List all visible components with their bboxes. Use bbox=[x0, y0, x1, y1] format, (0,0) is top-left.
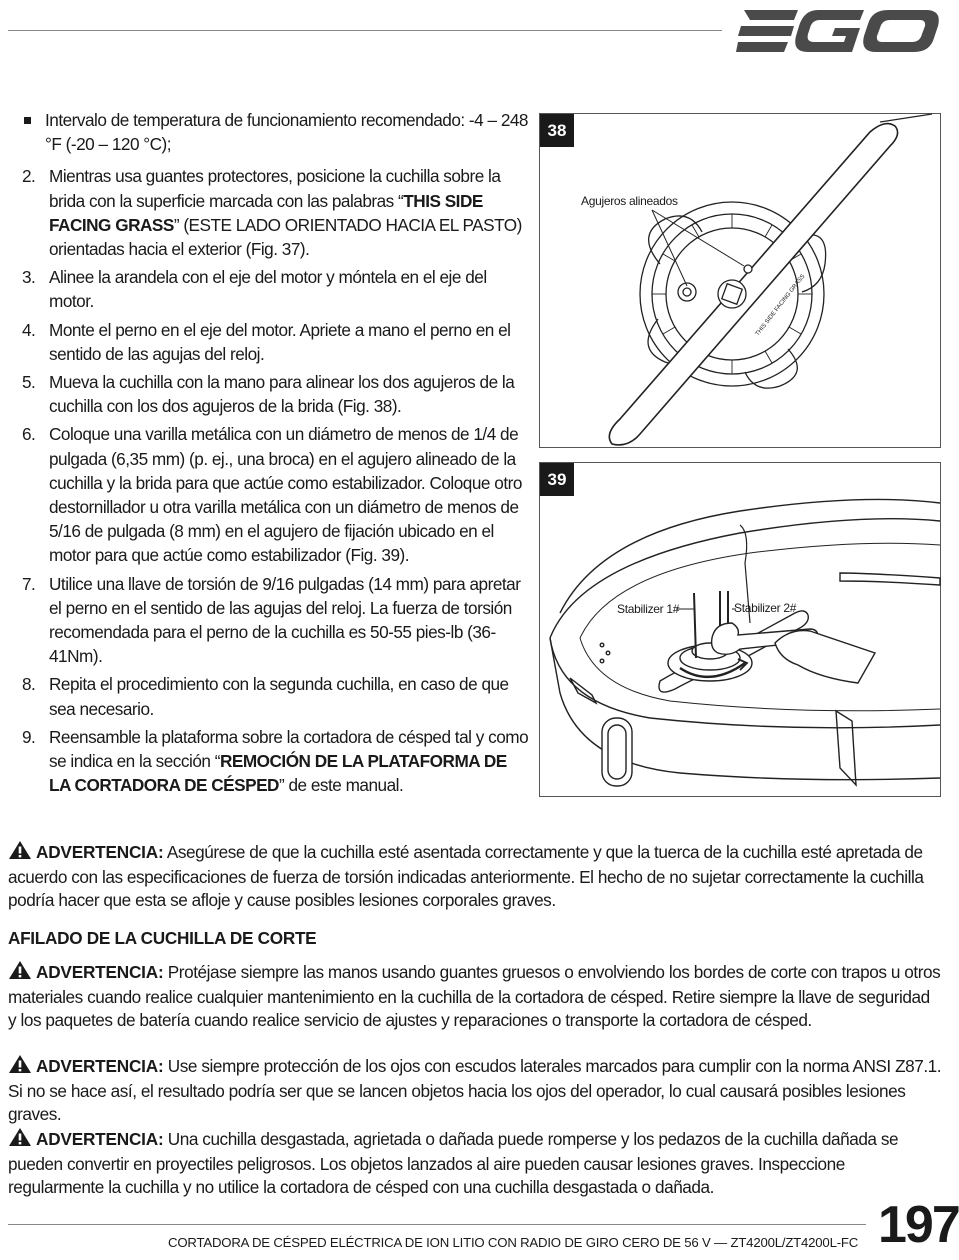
warning-text: Asegúrese de que la cuchilla esté asentada correctamente y que la tuerca de la cuchilla esté apretada de acuerdo con las especificaciones de fuerza de torsión indicadas anteriormente. El hecho de no sujetar correctamente la cuchilla podría hacer que esta se afloje y cause posibles lesiones corporales graves. bbox=[8, 842, 924, 911]
step-number: 9. bbox=[22, 726, 36, 747]
section-title: AFILADO DE LA CUCHILLA DE CORTE bbox=[8, 928, 317, 948]
step-number: 7. bbox=[22, 573, 36, 594]
step-text: Intervalo de temperatura de funcionamiento recomendado: -4 – 248 °F (-20 – 120 °C); bbox=[45, 110, 528, 155]
step-item bbox=[22, 572, 532, 669]
step-text: REMOCIÓN DE LA PLATAFORMA DE LA CORTADORA DE CÉSPED bbox=[49, 751, 507, 796]
warning-triangle-icon bbox=[8, 840, 32, 866]
step-number: 6. bbox=[22, 424, 36, 445]
step-number: 2. bbox=[22, 166, 36, 187]
step-text: THIS SIDE FACING GRASS bbox=[49, 190, 483, 235]
step-number: 5. bbox=[22, 372, 36, 393]
figure-38 bbox=[539, 113, 941, 448]
step-item bbox=[22, 108, 532, 156]
footer-rule bbox=[8, 1224, 866, 1225]
bullet-icon bbox=[24, 117, 31, 124]
stabilizer-2-label: Stabilizer 2# bbox=[734, 601, 797, 615]
step-item bbox=[22, 265, 532, 313]
warning-triangle-icon bbox=[8, 1127, 32, 1153]
figure-38-illustration bbox=[540, 114, 940, 447]
step-text: Repita el procedimiento con la segunda cuchilla, en caso de que sea necesario. bbox=[49, 674, 509, 719]
warning-text: Use siempre protección de los ojos con escudos laterales marcados para cumplir con la norma ANSI Z87.1. Si no se hace así, el resultado podría ser que se lancen objetos hacia los ojos del operador, lo cual causará posibles lesiones graves. bbox=[8, 1056, 942, 1125]
step-item bbox=[22, 725, 532, 798]
step-item bbox=[22, 422, 532, 567]
figure-39-number: 39 bbox=[540, 463, 574, 496]
step-text: Mueva la cuchilla con la mano para alinear los dos agujeros de la cuchilla con los dos agujeros de la brida (Fig. 38). bbox=[49, 372, 515, 417]
warning-triangle-icon bbox=[8, 960, 32, 986]
footer-text: CORTADORA DE CÉSPED ELÉCTRICA DE ION LITIO CON RADIO DE GIRO CERO DE 56 V — ZT4200L/ZT4200L-FC bbox=[168, 1235, 859, 1250]
step-number: 3. bbox=[22, 267, 36, 288]
figure-38-number: 38 bbox=[540, 114, 574, 147]
figure-39 bbox=[539, 462, 941, 797]
ego-logo bbox=[736, 8, 940, 54]
step-text: Mientras usa guantes protectores, posicione la cuchilla sobre la brida con la superficie marcada con las palabras “ bbox=[49, 166, 501, 211]
step-item bbox=[22, 672, 532, 720]
step-item bbox=[22, 370, 532, 418]
step-text: ” de este manual. bbox=[278, 775, 404, 796]
step-text: Coloque una varilla metálica con un diámetro de menos de 1/4 de pulgada (6,35 mm) (p. ej., una broca) en el agujero alineado de la cuchilla y la brida para que actúe como estabilizador. Coloque otro destornillador u otra varilla metálica con un diámetro de menos de 5/16 de pulgada (8 mm) en el agujero de fijación ubicado en el motor para que actúe como estabilizador (Fig. 39). bbox=[49, 424, 522, 566]
step-text: Monte el perno en el eje del motor. Apriete a mano el perno en el sentido de las agujas del reloj. bbox=[49, 319, 511, 364]
warning-damaged-blade bbox=[8, 1127, 942, 1200]
step-number: 8. bbox=[22, 674, 36, 695]
header-rule bbox=[8, 30, 722, 31]
warning-protect-hands bbox=[8, 960, 942, 1033]
stabilizer-1-label: Stabilizer 1# bbox=[617, 602, 680, 616]
page-number: 197 bbox=[878, 1196, 959, 1254]
step-item bbox=[22, 164, 532, 261]
warning-head: ADVERTENCIA: bbox=[36, 962, 164, 982]
warning-text: Una cuchilla desgastada, agrietada o dañada puede romperse y los pedazos de la cuchilla dañada se pueden convertir en proyectiles peligrosos. Los objetos lanzados al aire pueden causar lesiones graves. Inspeccione regularmente la cuchilla y no utilice la cortadora de césped con una cuchilla desgastada o dañada. bbox=[8, 1129, 899, 1198]
step-text: Reensamble la plataforma sobre la cortadora de césped tal y como se indica en la sección “ bbox=[49, 726, 529, 772]
warning-eye-protection bbox=[8, 1054, 942, 1127]
blade-marking-text: THIS SIDE FACING GRASS bbox=[754, 273, 807, 338]
figure-39-illustration bbox=[540, 463, 940, 796]
steps-list bbox=[22, 108, 532, 801]
step-number: 4. bbox=[22, 319, 36, 340]
warning-head: ADVERTENCIA: bbox=[36, 842, 164, 862]
step-text: ” (ESTE LADO ORIENTADO HACIA EL PASTO) orientadas hacia el exterior (Fig. 37). bbox=[49, 214, 522, 260]
warning-triangle-icon bbox=[8, 1054, 32, 1080]
warning-blade-seated bbox=[8, 840, 942, 913]
step-text: Alinee la arandela con el eje del motor y móntela en el eje del motor. bbox=[49, 267, 487, 312]
warning-head: ADVERTENCIA: bbox=[36, 1056, 164, 1076]
warning-text: Protéjase siempre las manos usando guantes gruesos o envolviendo los bordes de corte con trapos u otros materiales cuando realice cualquier mantenimiento en la cuchilla de la cortadora de césped. Retire siempre la llave de seguridad y los paquetes de batería cuando realice servicio de ajustes y reparaciones o transporte la cortadora de césped. bbox=[8, 962, 941, 1031]
step-text: Utilice una llave de torsión de 9/16 pulgadas (14 mm) para apretar el perno en el sentido de las agujas del reloj. La fuerza de torsión recomendada para el perno de la cuchilla es 50-55 pies-lb (36-41Nm). bbox=[49, 573, 521, 667]
aligned-holes-label: Agujeros alineados bbox=[581, 194, 678, 208]
step-item bbox=[22, 318, 532, 366]
warning-head: ADVERTENCIA: bbox=[36, 1129, 164, 1149]
